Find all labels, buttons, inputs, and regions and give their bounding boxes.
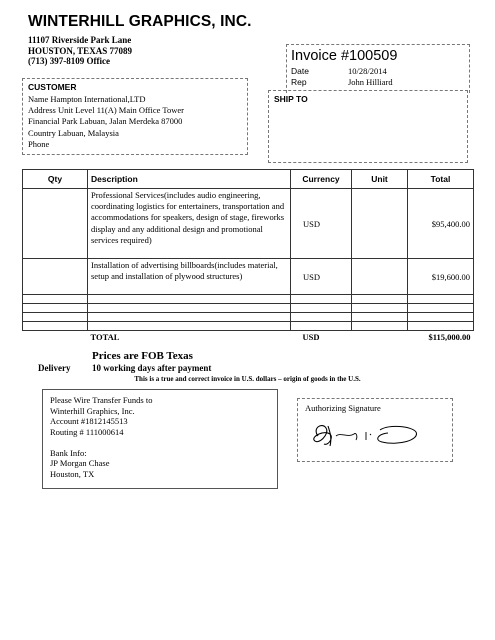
table-row-empty: [23, 304, 474, 313]
wire-line: Please Wire Transfer Funds to: [50, 395, 153, 405]
company-address: [28, 35, 132, 67]
customer-line: Financial Park Labuan, Jalan Merdeka 87000: [28, 116, 183, 127]
column-header-currency: Currency: [291, 170, 352, 189]
invoice-rep-value: John Hilliard: [348, 77, 393, 87]
cell-description: Professional Services(includes audio engineering, coordinating logistics for entertainers, transportation and accommodations for speakers, design of stage, fireworks display and any additional design and promotional services required): [88, 189, 291, 259]
table-total-row: [23, 331, 474, 344]
handwritten-signature: [308, 416, 428, 452]
total-currency: USD: [302, 332, 320, 343]
table-row-empty: [23, 313, 474, 322]
signature-label: Authorizing Signature: [305, 403, 381, 413]
wire-line: Winterhill Graphics, Inc.: [50, 405, 135, 416]
customer-line: Address Unit Level 11(A) Main Office Tower: [28, 105, 184, 116]
wire-line: Houston, TX: [50, 468, 95, 479]
cell-unit: [352, 189, 408, 259]
invoice-date-value: 10/28/2014: [348, 66, 387, 76]
table-row: [23, 259, 474, 295]
cell-qty: [23, 259, 88, 295]
ship-to-header: SHIP TO: [274, 94, 308, 104]
company-phone: (713) 397-8109 Office: [28, 56, 110, 66]
wire-spacer: [50, 437, 152, 448]
wire-line: Bank Info:: [50, 447, 87, 458]
invoice-rep-label: Rep: [291, 77, 307, 87]
customer-line: Name Hampton International,LTD: [28, 94, 146, 104]
delivery-label: Delivery: [38, 363, 71, 373]
column-header-qty: Qty: [23, 170, 88, 189]
wire-line: Account #1812145513: [50, 416, 128, 426]
total-value: $115,000.00: [428, 332, 471, 343]
column-header-total: Total: [408, 170, 474, 189]
company-address-line-2: HOUSTON, TEXAS 77089: [28, 45, 132, 56]
cell-unit: [352, 259, 408, 295]
column-header-unit: Unit: [352, 170, 408, 189]
invoice-title: Invoice #100509: [291, 48, 398, 64]
total-label: TOTAL: [90, 332, 120, 343]
wire-line: Routing # 111000614: [50, 426, 124, 437]
table-row: [23, 189, 474, 259]
column-header-description: Description: [88, 170, 291, 189]
invoice-items-table: [22, 169, 474, 344]
invoice-note: This is a true and correct invoice in U.S. dollars – origin of goods in the U.S.: [134, 375, 361, 383]
customer-header: CUSTOMER: [28, 82, 77, 92]
company-address-line-1: 11107 Riverside Park Lane: [28, 35, 132, 45]
wire-transfer-details: [50, 395, 152, 479]
cell-qty: [23, 189, 88, 259]
table-row-empty: [23, 322, 474, 331]
cell-description: Installation of advertising billboards(includes material, setup and installation of plywood structures): [88, 259, 291, 295]
cell-currency: USD: [291, 259, 352, 295]
cell-total: $19,600.00: [408, 259, 474, 295]
table-row-empty: [23, 295, 474, 304]
customer-line: Phone: [28, 138, 50, 149]
fob-terms: Prices are FOB Texas: [92, 350, 193, 362]
cell-currency: USD: [291, 189, 352, 259]
customer-line: Country Labuan, Malaysia: [28, 127, 119, 138]
cell-total: $95,400.00: [408, 189, 474, 259]
invoice-date-label: Date: [291, 66, 309, 76]
customer-details: [28, 94, 184, 150]
company-name: WINTERHILL GRAPHICS, INC.: [28, 13, 252, 30]
table-header-row: [23, 170, 474, 189]
delivery-value: 10 working days after payment: [92, 363, 212, 373]
wire-line: JP Morgan Chase: [50, 458, 110, 468]
